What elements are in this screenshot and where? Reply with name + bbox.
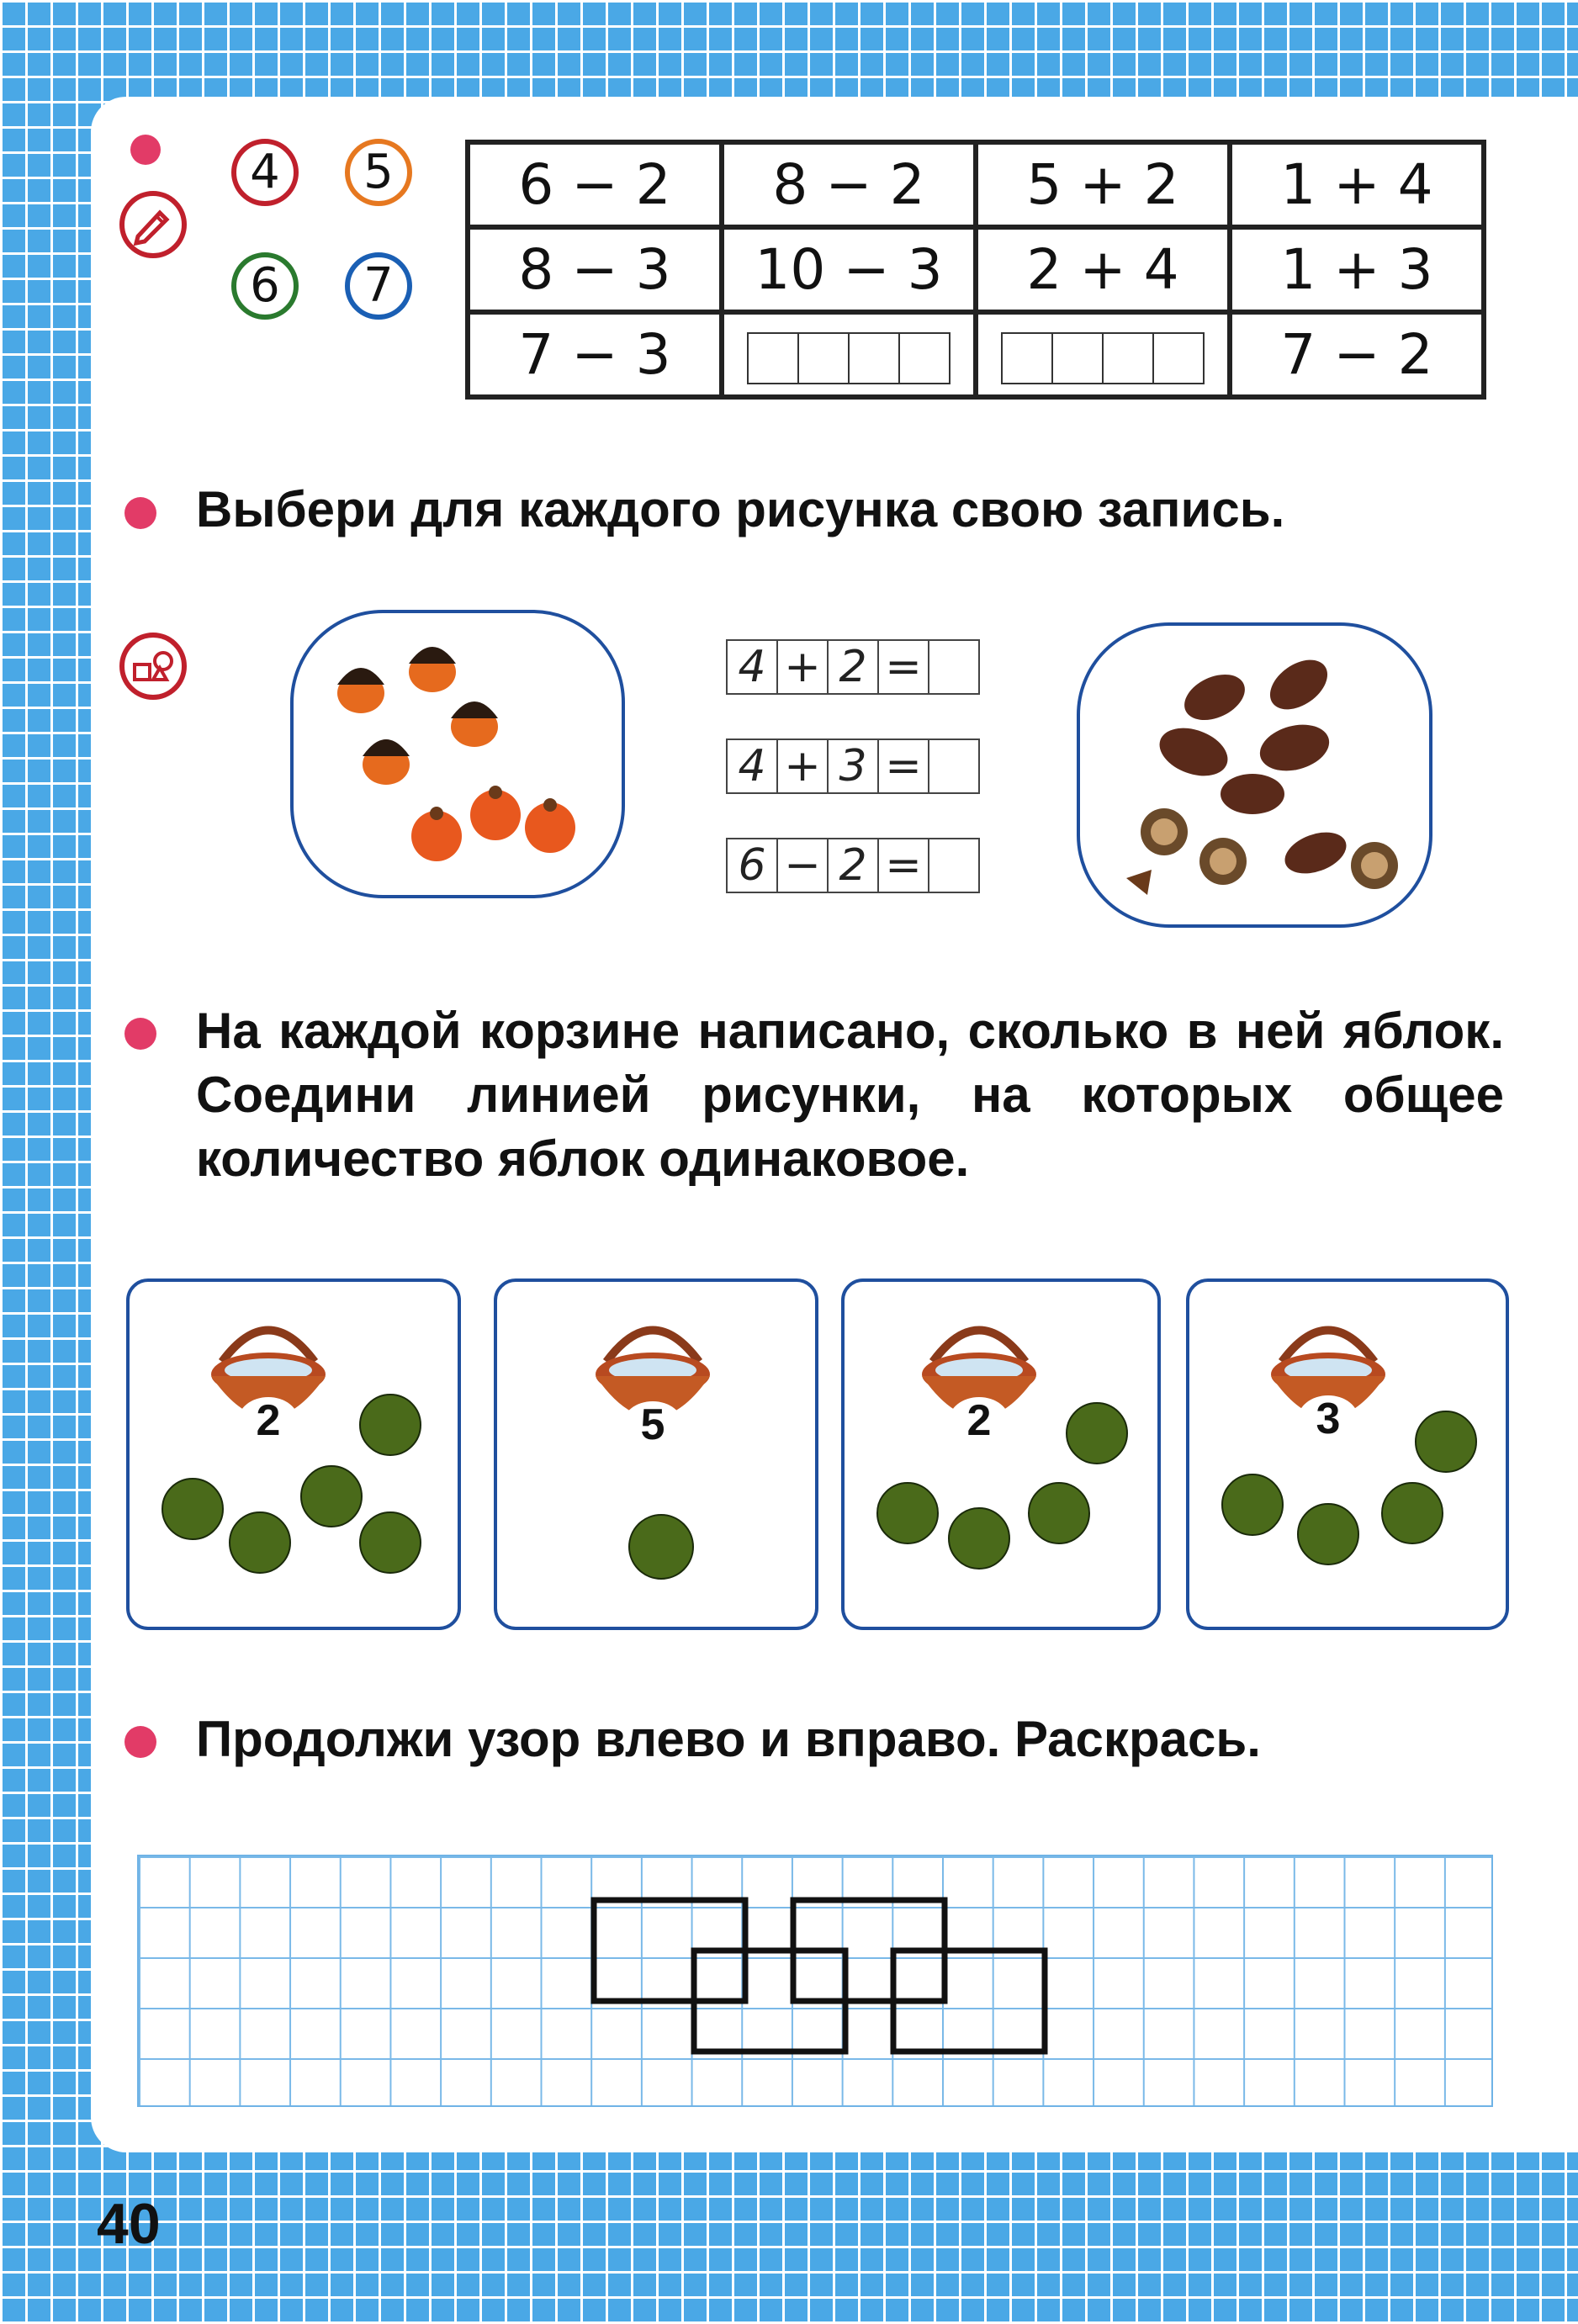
nut-icon — [1153, 650, 1353, 881]
formula-cell: 2 — [827, 639, 879, 695]
answer-cell[interactable] — [928, 838, 980, 893]
answer-cell[interactable] — [722, 312, 976, 397]
bullet-dot — [130, 135, 161, 165]
table-cell: 1 + 4 — [1230, 142, 1484, 227]
badge-5: 5 — [345, 139, 412, 206]
basket-label: 5 — [640, 1400, 665, 1449]
formula-cell: 4 — [726, 639, 778, 695]
answer-cell[interactable] — [976, 312, 1230, 397]
basket-label: 3 — [1316, 1395, 1341, 1443]
basket-card[interactable] — [841, 1278, 1161, 1630]
answer-cell[interactable] — [928, 639, 980, 695]
basket-card[interactable] — [494, 1278, 818, 1630]
formula-row — [728, 639, 980, 695]
formula-cell: + — [776, 639, 829, 695]
persimmon-icon — [411, 807, 462, 861]
answer-cell[interactable] — [928, 738, 980, 794]
formula-row — [728, 838, 980, 893]
badge-6: 6 — [231, 252, 299, 320]
pattern-grid[interactable] — [137, 1855, 1493, 2107]
acorn-picture — [290, 610, 625, 898]
basket-label: 2 — [966, 1396, 992, 1445]
formula-cell: 4 — [726, 738, 778, 794]
table-row — [468, 142, 1484, 227]
formula-cell: 2 — [827, 838, 879, 893]
task-1-text: Выбери для каждого рисунка свою запись. — [196, 481, 1285, 537]
badge-4: 4 — [231, 139, 299, 206]
task-3-text: Продолжи узор влево и вправо. Раскрась. — [196, 1711, 1261, 1767]
nuts-picture — [1077, 622, 1432, 928]
formula-cell: − — [776, 838, 829, 893]
pattern-shape — [594, 1900, 1045, 2051]
table-cell: 7 − 3 — [468, 312, 722, 397]
table-row — [468, 312, 1484, 397]
basket-card[interactable] — [1186, 1278, 1509, 1630]
table-cell: 7 − 2 — [1230, 312, 1484, 397]
table-cell: 1 + 3 — [1230, 227, 1484, 312]
formula-cell: = — [877, 639, 929, 695]
acorn-icon — [451, 701, 498, 747]
apple-icon — [629, 1515, 693, 1579]
answer-boxes[interactable] — [747, 332, 951, 384]
table-cell: 5 + 2 — [976, 142, 1230, 227]
persimmon-icon — [470, 786, 521, 840]
bullet-dot — [124, 1726, 156, 1758]
pencil-icon — [118, 189, 188, 260]
formula-cell: = — [877, 738, 929, 794]
formula-cell: + — [776, 738, 829, 794]
page-number: 40 — [97, 2192, 161, 2256]
table-row — [468, 227, 1484, 312]
bullet-dot — [124, 1018, 156, 1050]
acorn-icon — [409, 647, 456, 692]
table-cell: 8 − 3 — [468, 227, 722, 312]
shapes-icon — [118, 631, 188, 701]
bullet-dot — [124, 497, 156, 529]
basket-label: 2 — [256, 1396, 281, 1445]
table-cell: 6 − 2 — [468, 142, 722, 227]
persimmon-icon — [525, 798, 575, 853]
basket-card[interactable] — [126, 1278, 461, 1630]
table-cell: 8 − 2 — [722, 142, 976, 227]
formula-cell: = — [877, 838, 929, 893]
acorn-icon — [363, 739, 410, 785]
badge-7: 7 — [345, 252, 412, 320]
answer-boxes[interactable] — [1001, 332, 1205, 384]
formula-cell: 3 — [827, 738, 879, 794]
expression-table — [465, 140, 1486, 400]
acorn-icon — [337, 668, 384, 713]
table-cell: 2 + 4 — [976, 227, 1230, 312]
formula-row — [728, 738, 980, 794]
task-2-text: На каждой корзине написано, сколько в ней яблок. Соедини линией рисунки, на которых общее количество яблок одинаковое. — [196, 1003, 1504, 1187]
walnut-icon — [1126, 808, 1398, 895]
formula-cell: 6 — [726, 838, 778, 893]
table-cell: 10 − 3 — [722, 227, 976, 312]
